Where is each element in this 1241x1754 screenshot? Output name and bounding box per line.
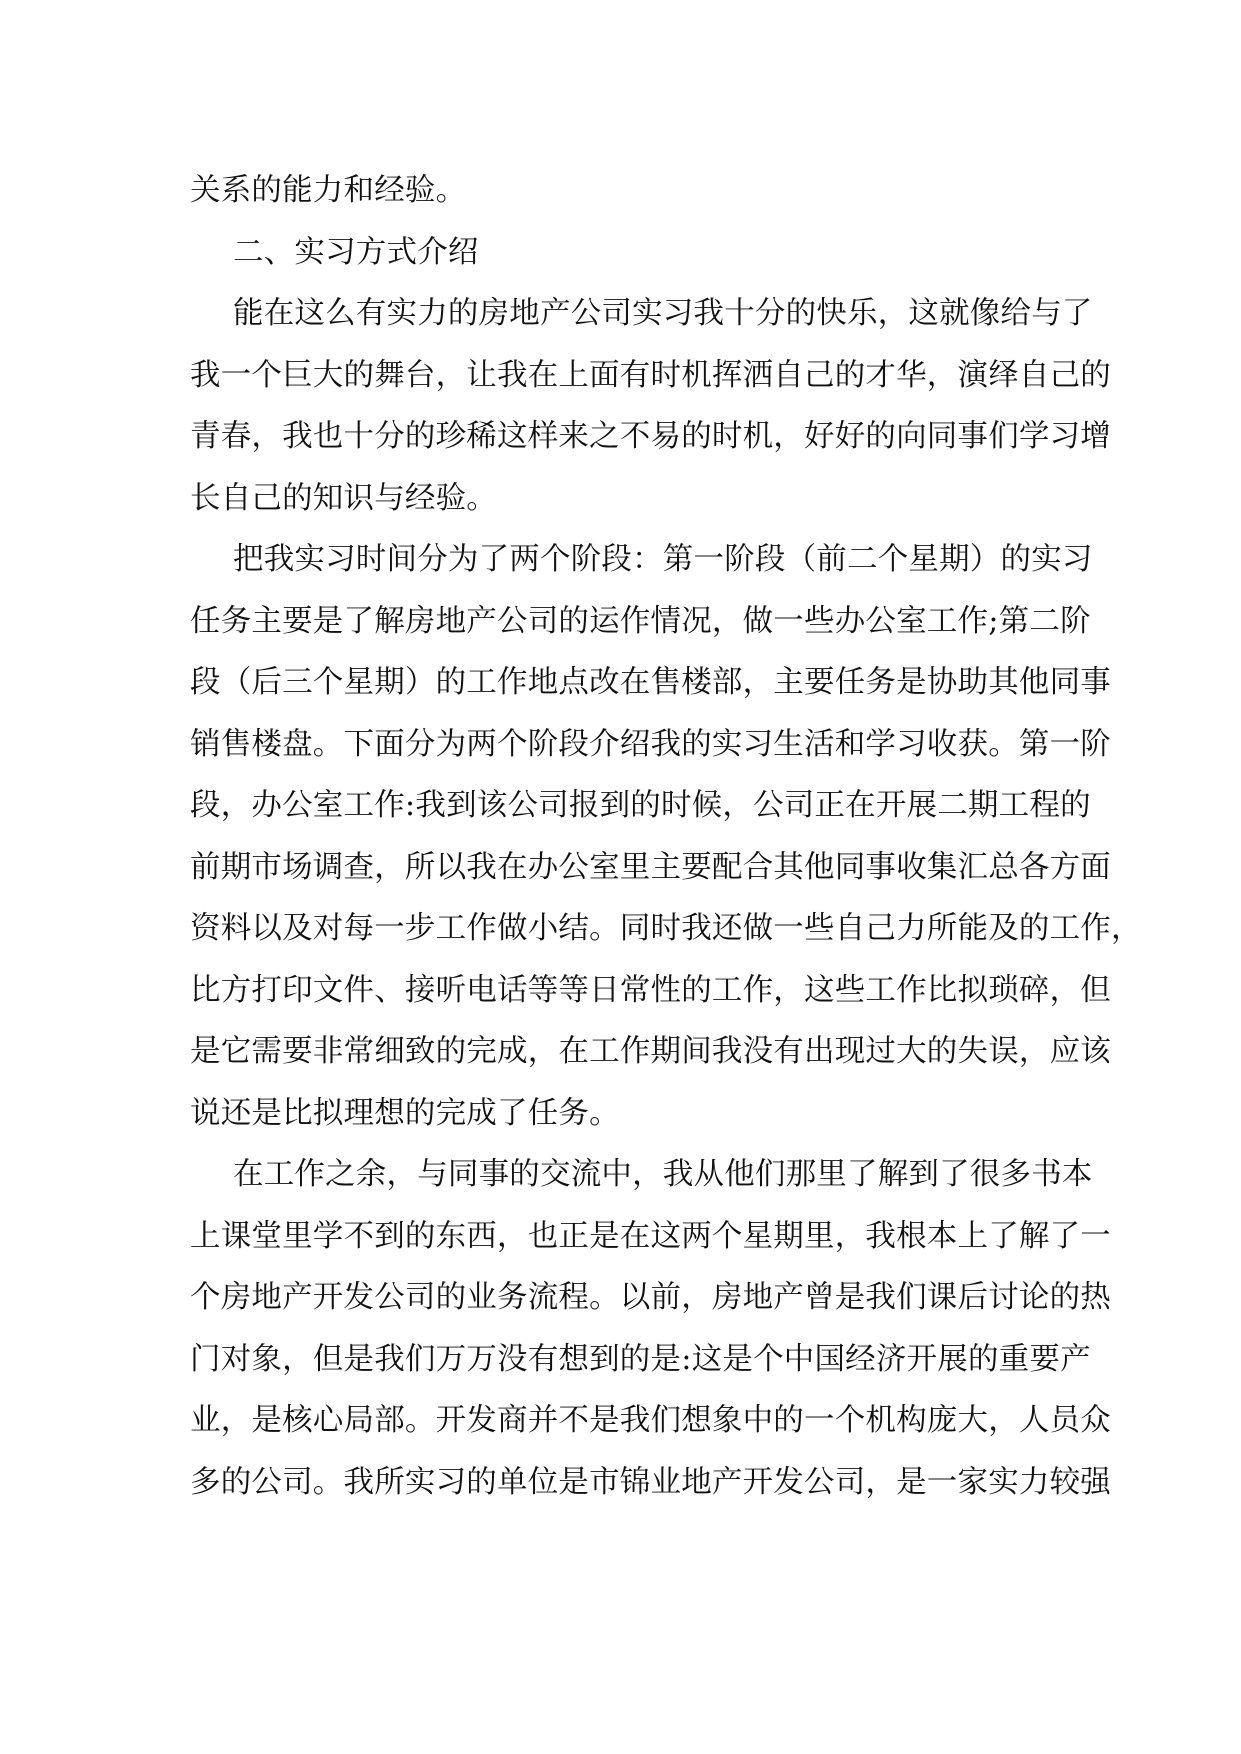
text-line: 我一个巨大的舞台，让我在上面有时机挥洒自己的才华，演绎自己的 [190, 357, 1111, 393]
text-line: 资料以及对每一步工作做小结。同时我还做一些自己力所能及的工作， [190, 911, 1142, 946]
text-line: 上课堂里学不到的东西，也正是在这两个星期里，我根本上了解了一 [190, 1218, 1111, 1254]
text-line: 关系的能力和经验。 [190, 173, 467, 208]
text-line: 说还是比拟理想的完成了任务。 [190, 1095, 620, 1131]
text-line: 在工作之余，与同事的交流中，我从他们那里了解到了很多书本 [233, 1157, 1093, 1192]
text-line: 能在这么有实力的房地产公司实习我十分的快乐，这就像给与了 [233, 296, 1093, 331]
text-line: 是它需要非常细致的完成，在工作期间我没有出现过大的失误，应该 [190, 1034, 1111, 1069]
paragraph-stages [190, 529, 1142, 1144]
document-page [190, 160, 1142, 1513]
section-heading [190, 222, 1055, 284]
paragraph-intro-tail [190, 160, 1055, 222]
text-line: 把我实习时间分为了两个阶段：第一阶段（前二个星期）的实习 [233, 542, 1093, 577]
text-line: 段，办公室工作:我到该公司报到的时候，公司正在开展二期工程的 [190, 788, 1091, 823]
text-line: 比方打印文件、接听电话等等日常性的工作，这些工作比拟琐碎，但 [190, 972, 1111, 1008]
paragraph-colleagues [190, 1144, 1111, 1513]
text-line: 门对象，但是我们万万没有想到的是:这是个中国经济开展的重要产 [190, 1341, 1091, 1377]
text-line: 个房地产开发公司的业务流程。以前，房地产曾是我们课后讨论的热 [190, 1280, 1111, 1315]
text-line: 段（后三个星期）的工作地点改在售楼部，主要任务是协助其他同事 [190, 665, 1111, 700]
text-line: 长自己的知识与经验。 [190, 480, 497, 516]
text-line: 前期市场调查，所以我在办公室里主要配合其他同事收集汇总各方面 [190, 849, 1111, 885]
paragraph-feelings [190, 283, 1111, 529]
text-line: 多的公司。我所实习的单位是市锦业地产开发公司，是一家实力较强 [190, 1464, 1111, 1500]
text-line: 青春，我也十分的珍稀这样来之不易的时机，好好的向同事们学习增 [190, 419, 1111, 454]
text-line: 业，是核心局部。开发商并不是我们想象中的一个机构庞大，人员众 [190, 1403, 1111, 1438]
section-heading-text: 二、实习方式介绍 [233, 234, 479, 270]
text-line: 销售楼盘。下面分为两个阶段介绍我的实习生活和学习收获。第一阶 [190, 726, 1111, 762]
text-line: 任务主要是了解房地产公司的运作情况，做一些办公室工作;第二阶 [190, 603, 1091, 639]
